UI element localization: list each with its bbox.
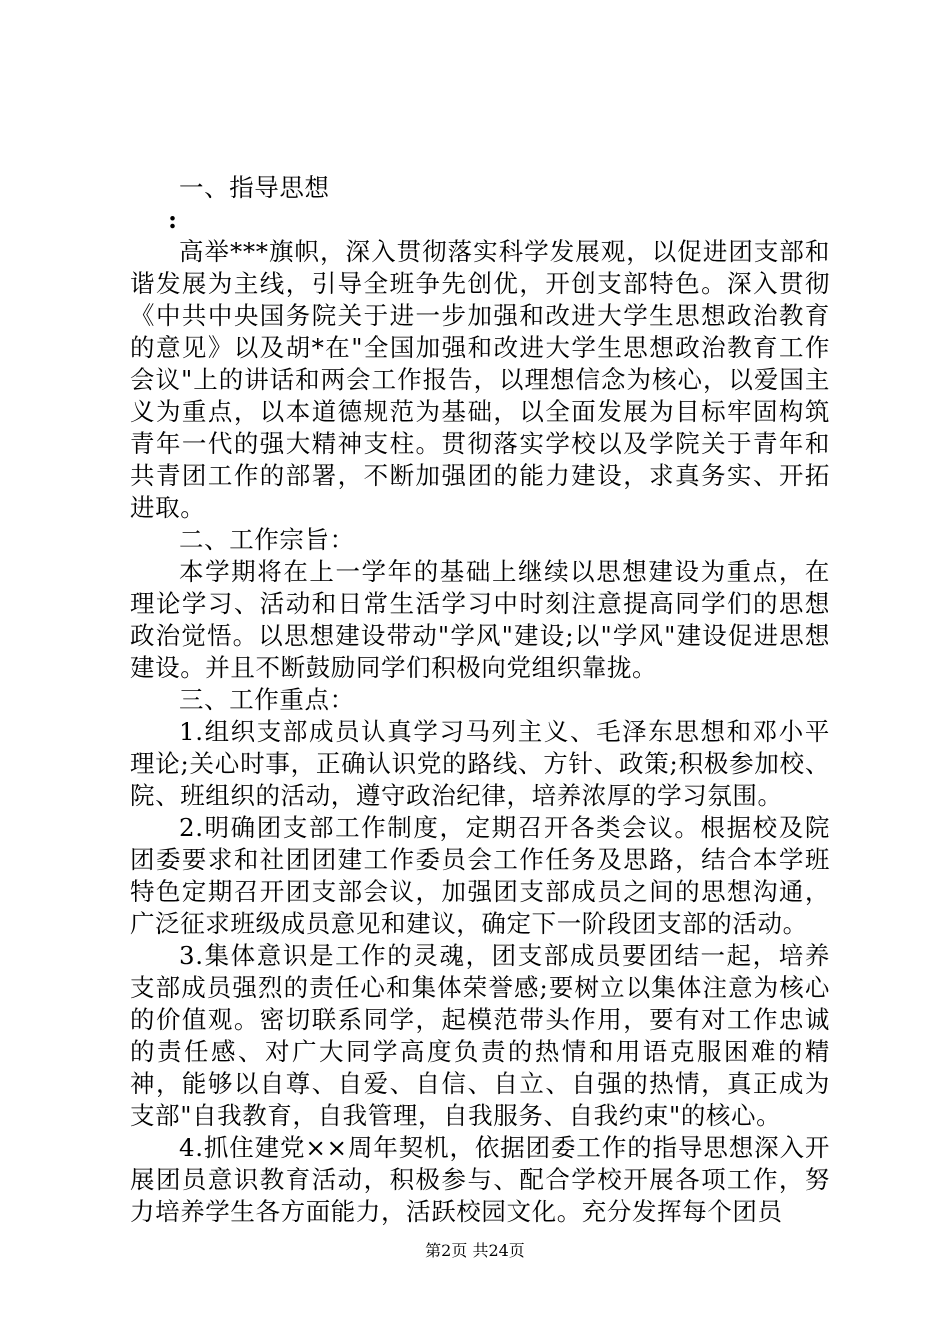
page-number-footer: 第2页 共24页 [425, 1241, 525, 1260]
list-item-2: 2.明确团支部工作制度，定期召开各类会议。根据校及院团委要求和社团团建工作委员会工作任务及思路，结合本学班特色定期召开团支部会议，加强团支部成员之间的思想沟通，广泛征求班级成员意见和建议，确定下一阶段团支部的活动。 [130, 813, 830, 938]
heading-work-purpose: 二、工作宗旨： [179, 525, 355, 554]
heading-guiding-ideology: 一、指导思想 [179, 173, 330, 202]
heading-work-focus: 三、工作重点： [179, 685, 355, 714]
document-body [130, 172, 830, 1228]
list-item-4: 4.抓住建党××周年契机，依据团委工作的指导思想深入开展团员意识教育活动，积极参与、配合学校开展各项工作，努力培养学生各方面能力，活跃校园文化。充分发挥每个团员 [130, 1133, 830, 1226]
list-item-1: 1.组织支部成员认真学习马列主义、毛泽东思想和邓小平理论;关心时事，正确认识党的路线、方针、政策;积极参加校、院、班组织的活动，遵守政治纪律，培养浓厚的学习氛围。 [130, 717, 830, 810]
list-item-3: 3.集体意识是工作的灵魂，团支部成员要团结一起，培养支部成员强烈的责任心和集体荣誉感;要树立以集体注意为核心的价值观。密切联系同学，起模范带头作用，要有对工作忠诚的责任感、对广大同学高度负责的热情和用语克服困难的精神，能够以自尊、自爱、自信、自立、自强的热情，真正成为支部"自我教育，自我管理，自我服务、自我约束"的核心。 [130, 941, 830, 1130]
paragraph-work-purpose: 本学期将在上一学年的基础上继续以思想建设为重点，在理论学习、活动和日常生活学习中时刻注意提高同学们的思想政治觉悟。以思想建设带动"学风"建设;以"学风"建设促进思想建设。并且不断鼓励同学们积极向党组织靠拢。 [130, 557, 830, 682]
colon-line: : [167, 205, 178, 234]
paragraph-guiding-ideology: 高举***旗帜，深入贯彻落实科学发展观，以促进团支部和谐发展为主线，引导全班争先创优，开创支部特色。深入贯彻《中共中央国务院关于进一步加强和改进大学生思想政治教育的意见》以及胡*在"全国加强和改进大学生思想政治教育工作会议"上的讲话和两会工作报告，以理想信念为核心，以爱国主义为重点，以本道德规范为基础，以全面发展为目标牢固构筑青年一代的强大精神支柱。贯彻落实学校以及学院关于青年和共青团工作的部署，不断加强团的能力建设，求真务实、开拓进取。 [130, 237, 830, 522]
